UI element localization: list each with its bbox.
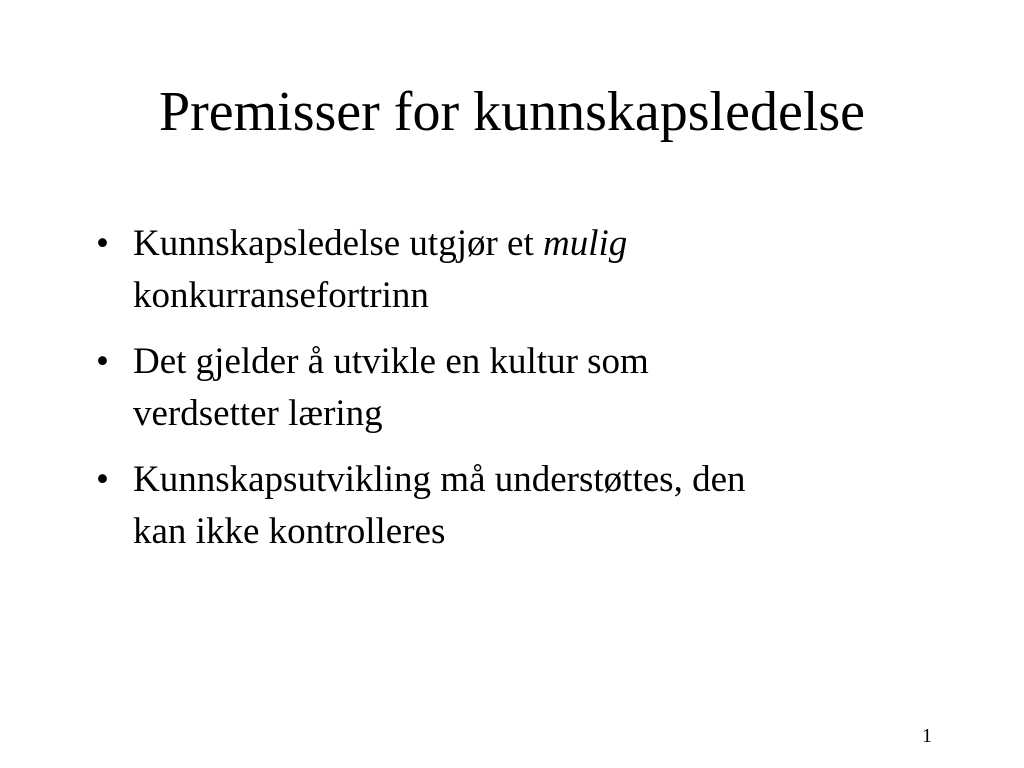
bullet-text-line: Kunnskapsledelse utgjør et — [133, 223, 543, 264]
bullet-emphasis: mulig — [543, 223, 628, 264]
bullet-item — [96, 454, 926, 558]
bullet-text-line: Det gjelder å utvikle en kultur som — [133, 341, 649, 382]
bullet-item — [96, 218, 926, 322]
slide-title: Premisser for kunnskapsledelse — [158, 81, 866, 143]
bullet-dot-icon: • — [96, 341, 109, 382]
bullet-text-line: konkurransefortrinn — [133, 275, 429, 316]
page-number: 1 — [922, 725, 932, 747]
bullet-text-line: kan ikke kontrolleres — [133, 511, 446, 552]
bullet-list — [96, 218, 926, 572]
bullet-text-line: verdsetter læring — [133, 393, 383, 434]
bullet-text-line: Kunnskapsutvikling må understøttes, den — [133, 459, 746, 500]
bullet-item — [96, 336, 926, 440]
bullet-dot-icon: • — [96, 459, 109, 500]
bullet-dot-icon: • — [96, 223, 109, 264]
